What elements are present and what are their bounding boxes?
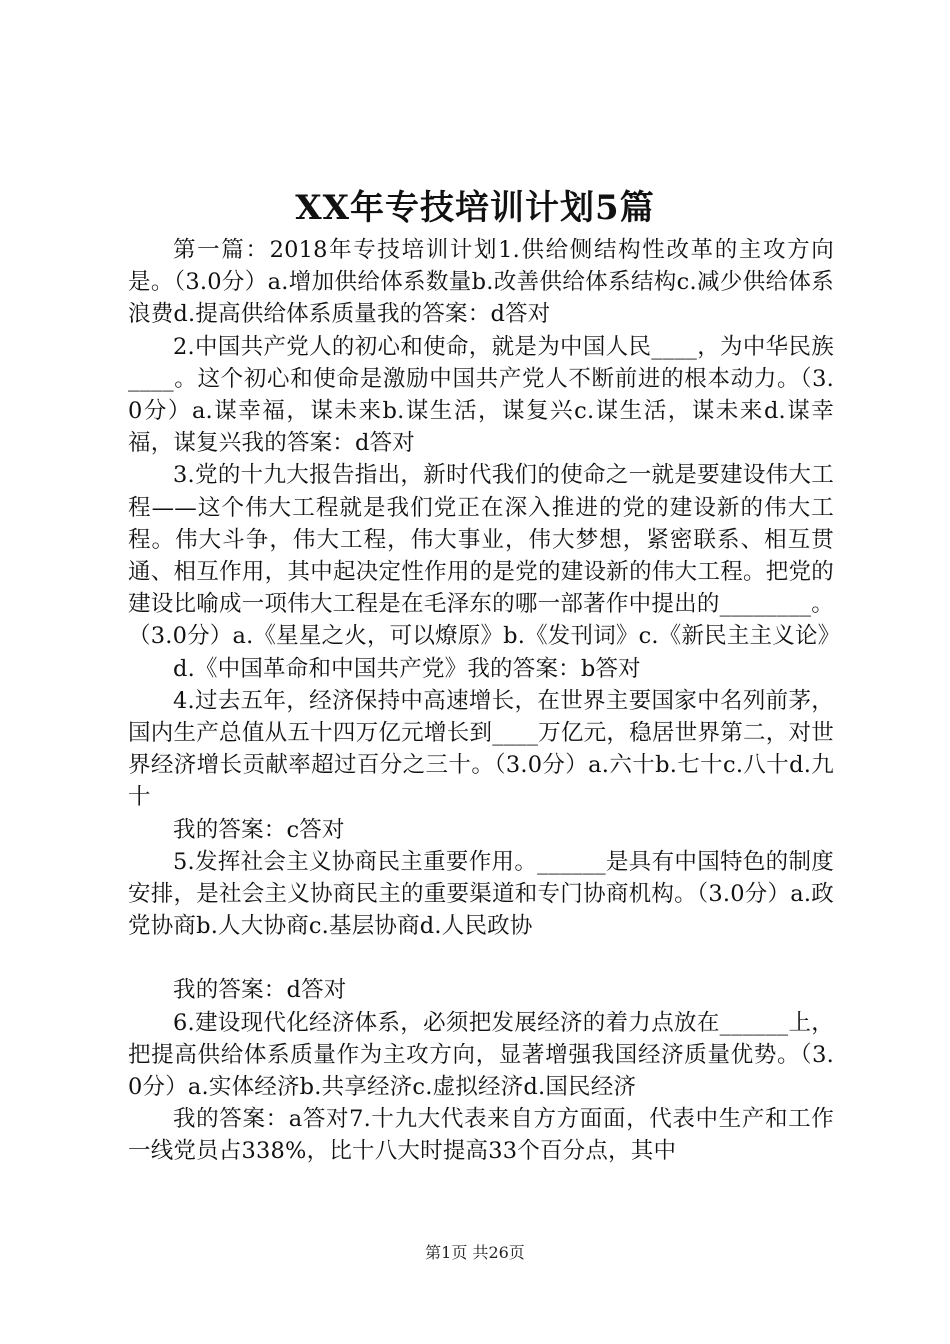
- paragraph-1: 第一篇：2018年专技培训计划1.供给侧结构性改革的主攻方向是。（3.0分）a.增加供给体系数量b.改善供给体系结构c.减少供给体系浪费d.提高供给体系质量我的答案：d答对: [128, 237, 834, 328]
- paragraph-10: 我的答案：a答对7.十九大代表来自方方面面，代表中生产和工作一线党员占338%，比十八大时提高33个百分点，其中: [128, 1106, 834, 1165]
- paragraph-5: 4.过去五年，经济保持中高速增长，在世界主要国家中名列前茅，国内生产总值从五十四万亿元增长到____万亿元，稳居世界第二，对世界经济增长贡献率超过百分之三十。（3.0分）a.六十b.七十c.八十d.九十: [128, 687, 834, 811]
- paragraph-2: 2.中国共产党人的初心和使命，就是为中国人民____，为中华民族____。这个初心和使命是激励中国共产党人不断前进的根本动力。（3.0分）a.谋幸福，谋未来b.谋生活，谋复兴c.谋生活，谋未来d.谋幸福，谋复兴我的答案：d答对: [128, 333, 834, 457]
- document-title: XX年专技培训计划5篇: [295, 188, 655, 228]
- paragraph-6: 我的答案：c答对: [173, 816, 345, 843]
- document-body: [128, 234, 841, 1168]
- paragraph-3: 3.党的十九大报告指出，新时代我们的使命之一就是要建设伟大工程——这个伟大工程就是我们党正在深入推进的党的建设新的伟大工程。伟大斗争，伟大工程，伟大事业，伟大梦想，紧密联系、相互贯通、相互作用，其中起决定性作用的是党的建设新的伟大工程。把党的建设比喻成一项伟大工程是在毛泽东的哪一部著作中提出的________。（3.0分）a.《星星之火，可以燎原》b.《发刊词》c.《新民主主义论》: [128, 462, 841, 650]
- paragraph-7: 5.发挥社会主义协商民主重要作用。______是具有中国特色的制度安排，是社会主义协商民主的重要渠道和专门协商机构。（3.0分）a.政党协商b.人大协商c.基层协商d.人民政协: [128, 848, 834, 940]
- paragraph-8: 我的答案：d答对: [173, 977, 347, 1004]
- paragraph-4: d.《中国革命和中国共产党》我的答案：b答对: [173, 655, 641, 682]
- paragraph-9: 6.建设现代化经济体系，必须把发展经济的着力点放在______上，把提高供给体系质量作为主攻方向，显著增强我国经济质量优势。（3.0分）a.实体经济b.共享经济c.虚拟经济d.国民经济: [128, 1009, 834, 1101]
- page-footer: 第1页 共26页: [425, 1243, 525, 1262]
